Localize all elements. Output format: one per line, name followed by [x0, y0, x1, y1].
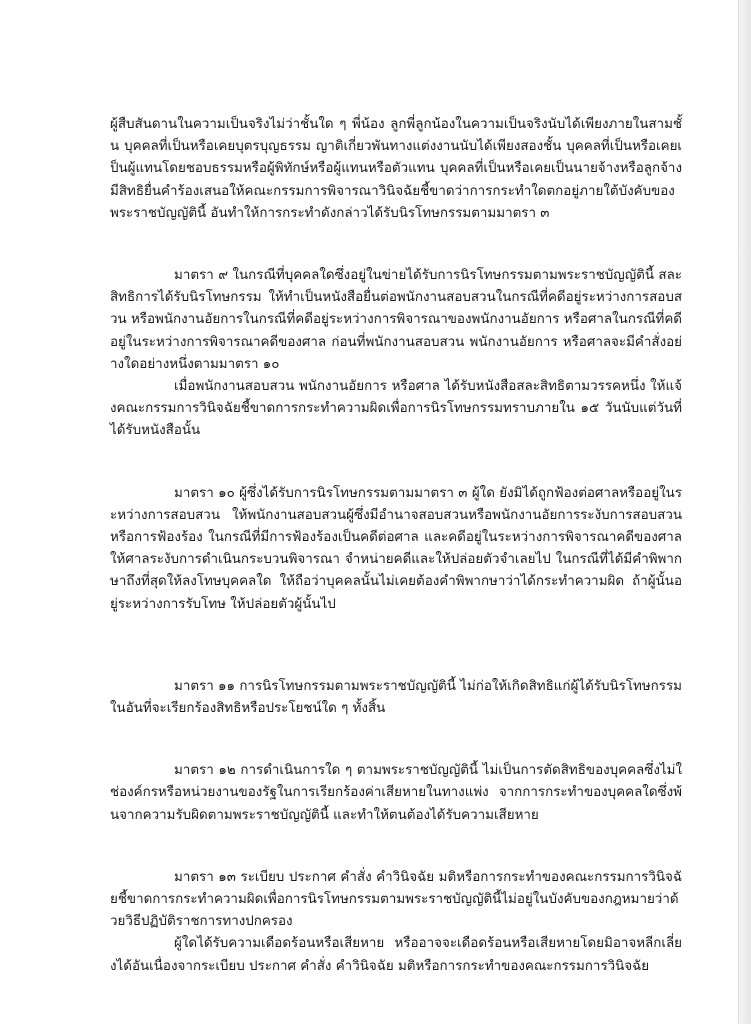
document-body	[110, 114, 682, 978]
paragraph-section-10: มาตรา ๑๐ ผู้ซึ่งได้รับการนิรโทษกรรมตามมาตรา ๓ ผู้ใด ยังมิได้ถูกฟ้องต่อศาลหรืออยู่ในระหว่างการสอบสวน ให้พนักงานสอบสวนผู้ซึ่งมีอำนาจสอบสวนหรือพนักงานอัยการระงับการสอบสวนหรือการฟ้องร้อง ในกรณีที่มีการฟ้องร้องเป็นคดีต่อศาล และคดีอยู่ในระหว่างการพิจารณาคดีของศาล ให้ศาลระงับการดำเนินกระบวนพิจารณา จำหน่ายคดีและให้ปล่อยตัวจำเลยไป ในกรณีที่ได้มีคำพิพากษาถึงที่สุดให้ลงโทษบุคคลใด ให้ถือว่าบุคคลนั้นไม่เคยต้องคำพิพากษาว่าได้กระทำความผิด ถ้าผู้นั้นอยู่ระหว่างการรับโทษ ให้ปล่อยตัวผู้นั้นไป	[110, 485, 682, 612]
page-edge	[738, 0, 751, 1024]
paragraph-section-11: มาตรา ๑๑ การนิรโทษกรรมตามพระราชบัญญัตินี้ ไม่ก่อให้เกิดสิทธิแก่ผู้ได้รับนิรโทษกรรมในอันที่จะเรียกร้องสิทธิหรือประโยชน์ใด ๆ ทั้งสิ้น	[110, 678, 682, 717]
paragraph-section-12: มาตรา ๑๒ การดำเนินการใด ๆ ตามพระราชบัญญัตินี้ ไม่เป็นการตัดสิทธิของบุคคลซึ่งไม่ใช่องค์กรหรือหน่วยงานของรัฐในการเรียกร้องค่าเสียหายในทางแพ่ง จากการกระทำของบุคคลใดซึ่งพ้นจากความรับผิดตามพระราชบัญญัตินี้ และทำให้ตนต้องได้รับความเสียหาย	[110, 763, 682, 823]
paragraph-continuation: ผู้สืบสันดานในความเป็นจริงไม่ว่าชั้นใด ๆ พี่น้อง ลูกพี่ลูกน้องในความเป็นจริงนับได้เพียงภายในสามชั้น บุคคลที่เป็นหรือเคยบุตรบุญธรรม ญาติเกี่ยวพันทางแต่งงานนับได้เพียงสองชั้น บุคคลที่เป็นหรือเคยเป็นผู้แทนโดยชอบธรรมหรือผู้พิทักษ์หรือผู้แทนหรือตัวแทน บุคคลที่เป็นหรือเคยเป็นนายจ้างหรือลูกจ้าง มีสิทธิยื่นคำร้องเสนอให้คณะกรรมการพิจารณาวินิจฉัยชี้ขาดว่าการกระทำใดตกอยู่ภายใต้บังคับของพระราชบัญญัตินี้ อันทำให้การกระทำดังกล่าวได้รับนิรโทษกรรมตามมาตรา ๓	[110, 117, 682, 221]
paragraph-section-13: มาตรา ๑๓ ระเบียบ ประกาศ คำสั่ง คำวินิจฉัย มติหรือการกระทำของคณะกรรมการวินิจฉัยชี้ขาดการกระทำความผิดเพื่อการนิรโทษกรรมตามพระราชบัญญัตินี้ไม่อยู่ในบังคับของกฎหมายว่าด้วยวิธีปฏิบัติราชการทางปกครอง	[110, 869, 682, 930]
paragraph-section-13-clause-2: ผู้ใดได้รับความเดือดร้อนหรือเสียหาย หรืออาจจะเดือดร้อนหรือเสียหายโดยมิอาจหลีกเลี่ยงได้อันเนื่องจากระเบียบ ประกาศ คำสั่ง คำวินิจฉัย มติหรือการกระทำของคณะกรรมการวินิจฉัย	[110, 936, 682, 974]
paragraph-section-9-clause-2: เมื่อพนักงานสอบสวน พนักงานอัยการ หรือศาล ได้รับหนังสือสละสิทธิตามวรรคหนึ่ง ให้แจ้งคณะกรรมการวินิจฉัยชี้ขาดการกระทำความผิดเพื่อการนิรโทษกรรมทราบภายใน ๑๕ วันนับแต่วันที่ได้รับหนังสือนั้น	[110, 379, 682, 439]
paragraph-section-9: มาตรา ๙ ในกรณีที่บุคคลใดซึ่งอยู่ในข่ายได้รับการนิรโทษกรรมตามพระราชบัญญัตินี้ สละสิทธิการได้รับนิรโทษกรรม ให้ทำเป็นหนังสือยื่นต่อพนักงานสอบสวนในกรณีที่คดีอยู่ระหว่างการสอบสวน หรือพนักงานอัยการในกรณีที่คดีอยู่ระหว่างการพิจารณาของพนักงานอัยการ หรือศาลในกรณีที่คดีอยู่ในระหว่างการพิจารณาคดีของศาล ก่อนที่พนักงานสอบสวน พนักงานอัยการ หรือศาลจะมีคำสั่งอย่างใดอย่างหนึ่งตามมาตรา ๑๐	[110, 268, 682, 372]
